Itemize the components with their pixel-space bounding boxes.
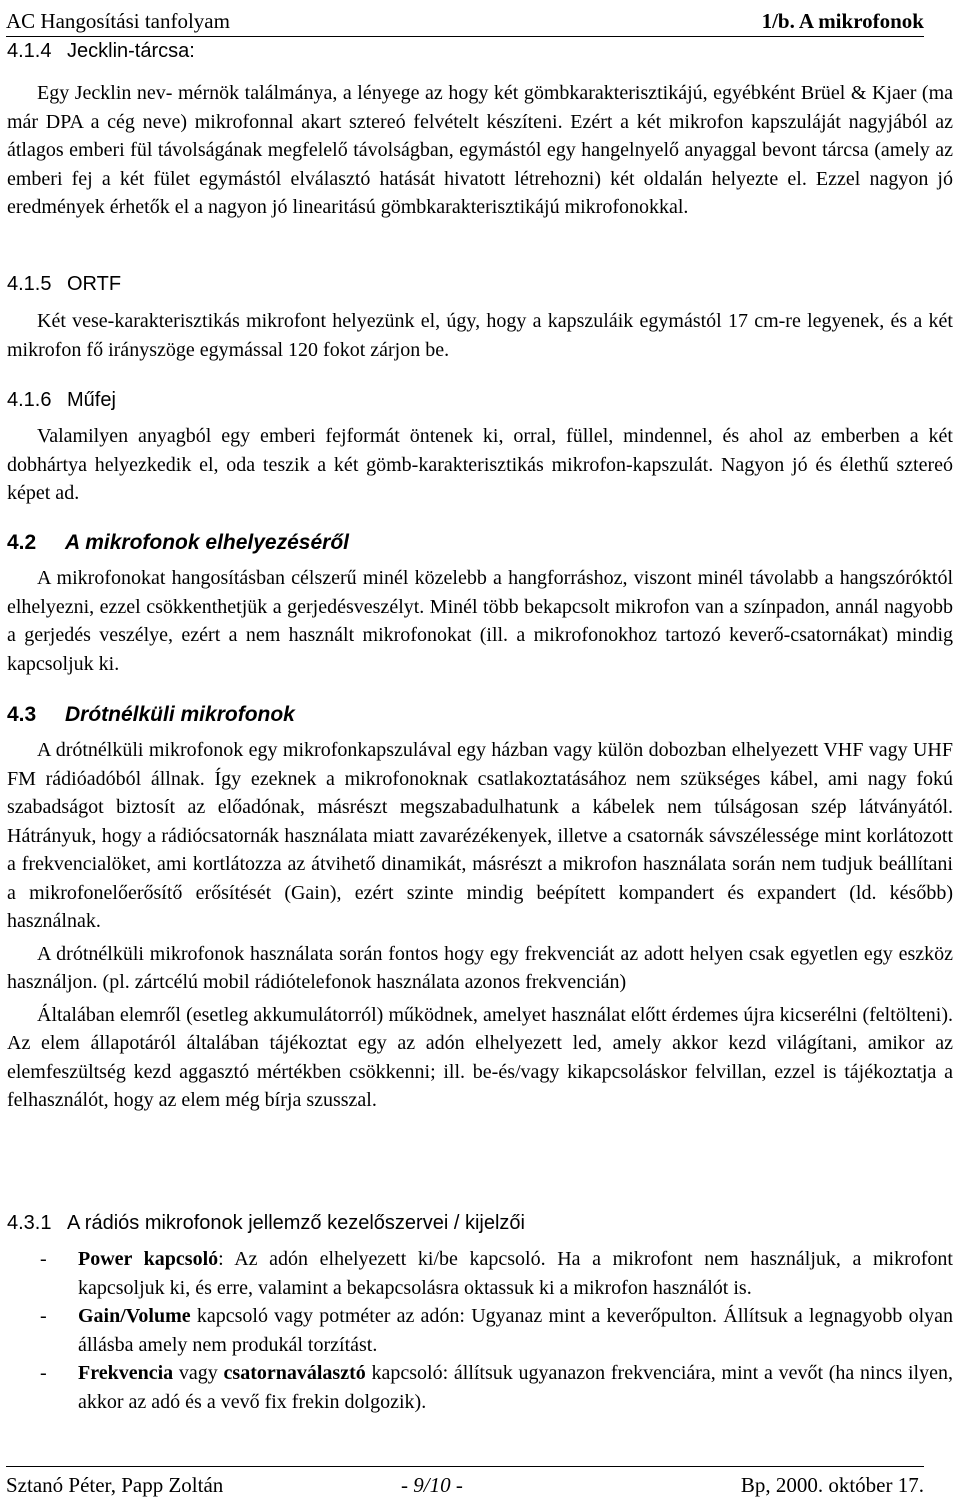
- page-footer: [6, 1466, 924, 1497]
- list-item: [7, 1359, 953, 1416]
- heading-4-1-6: [7, 389, 116, 412]
- description: : Az adón elhelyezett ki/be kapcsoló. Ha a mikrofont nem használjuk, a mikrofont kapcsoljuk ki, és erre, valamint a bekapcsolásra oktassuk ki a mikrofon használót is.: [78, 1248, 953, 1299]
- term: Frekvencia: [78, 1362, 174, 1384]
- heading-text: Drótnélküli mikrofonok: [65, 703, 295, 726]
- term: Gain/Volume: [78, 1305, 191, 1327]
- paragraph: A mikrofonokat hangosításban célszerű minél közelebb a hangforráshoz, viszont minél távolabb a hangszóróktól elhelyezni, ezzel csökkenthetjük a gerjedésveszélyt. Minél több bekapcsolt mikrofon van a színpadon, annál nagyobb a gerjedés veszélye, ezért a nem használt mikrofonokat (ill. a mikrofonokhoz tartozó keverő-csatornákat) mindig kapcsoljuk ki.: [7, 567, 953, 675]
- header-course-title: AC Hangosítási tanfolyam: [6, 9, 230, 33]
- term: csatornaválasztó: [223, 1362, 366, 1384]
- section-4-1-4-body: [7, 79, 953, 222]
- heading-4-2: [7, 531, 349, 555]
- list-dash: -: [40, 1305, 47, 1327]
- heading-number: 4.3.1: [7, 1212, 52, 1234]
- page-header: [6, 6, 924, 37]
- paragraph: Egy Jecklin nev- mérnök találmánya, a lényege az hogy két gömbkarakterisztikájú, egyébként Brüel & Kjaer (ma már DPA a cég neve) mikrofonnal akart sztereó felvételt készíteni. Ezért a két mikrofon kapszuláját nagyjából az átlagos emberi fül távolságának megfelelő távolságban, egymástól egy hangelnyelő anyaggal bevont tárcsa (amely az emberi fej a két fület egymástól elválasztó hatását hivatott létrehozni) két oldalán helyezte el. Ezzel nagyon jó eredmények érhetők el a nagyon jó linearitású gömbkarakterisztikájú mikrofonokkal.: [7, 82, 953, 218]
- controls-list: [7, 1245, 953, 1416]
- paragraph: Általában elemről (esetleg akkumulátorról) működnek, amelyet használat előtt érdemes újra kicserélni (feltölteni). Az elem állapotáról általában tájékoztat egy az adón elhelyezett led, amely akkor kezd világítani, amikor az elemfeszültség kezd aggasztó mértékben csökkenni; ill. be-és/vagy kikapcsoláskor felvillan, ezzel is tájékoztatja a felhasználót, hogy az elem még bírja szusszal.: [7, 1003, 953, 1111]
- section-4-1-5-body: [7, 307, 953, 364]
- heading-number: 4.1.6: [7, 389, 52, 411]
- heading-4-3-1: [7, 1212, 525, 1235]
- connector: vagy: [173, 1362, 224, 1384]
- section-4-1-6-body: [7, 422, 953, 508]
- list-item: [7, 1302, 953, 1359]
- list-dash: -: [40, 1362, 47, 1384]
- heading-number: 4.1.5: [7, 273, 52, 295]
- list-item: [7, 1245, 953, 1302]
- paragraph: A drótnélküli mikrofonok használata során fontos hogy egy frekvenciát az adott helyen csak egyetlen egy eszköz használjon. (pl. zártcélú mobil rádiótelefonok használata azonos frekvencián): [7, 942, 953, 993]
- heading-4-1-4: [7, 40, 195, 63]
- paragraph: A drótnélküli mikrofonok egy mikrofonkapszulával egy házban vagy külön dobozban elhelyezett VHF vagy UHF FM rádióadóból állnak. Így ezeknek a mikrofonoknak csatlakoztatásához nem szükséges kábel, ami nagy fokú szabadságot biztosít az előadónak, másrészt megszabadulhatunk a kábelek nem túlságosan szép látványától. Hátrányuk, hogy a rádiócsatornák használata miatt zavarézékenyek, illetve a csatornák sávszélessége mint korlátozott a frekvencialöket, ami kortlátozza az átvihető dinamikát, másrészt a mikrofon használata során nem tudjuk beállítani a mikrofonelőerősítő erősítését (Gain), ezért szinte mindig beépített kompandert és expandert (ld. később) használnak.: [7, 739, 953, 932]
- heading-text: A mikrofonok elhelyezéséről: [65, 531, 349, 554]
- heading-text: Műfej: [67, 389, 116, 411]
- heading-text: ORTF: [67, 273, 122, 295]
- heading-number: 4.3: [7, 703, 37, 726]
- footer-authors: Sztanó Péter, Papp Zoltán: [6, 1473, 224, 1497]
- section-4-2-body: [7, 564, 953, 678]
- description: kapcsoló vagy potméter az adón: Ugyanaz mint a keverőpulton. Állítsuk a legnagyobb olyan állásba amely nem produkál torzítást.: [78, 1305, 953, 1356]
- list-dash: -: [40, 1248, 47, 1270]
- heading-text: Jecklin-tárcsa:: [67, 40, 195, 62]
- footer-page-number: - 9/10 -: [401, 1473, 463, 1497]
- term: Power kapcsoló: [78, 1248, 219, 1270]
- paragraph: Két vese-karakterisztikás mikrofont helyezünk el, úgy, hogy a kapszuláik egymástól 17 cm-re legyenek, és a két mikrofon fő irányszöge egymással 120 fokot zárjon be.: [7, 310, 953, 361]
- paragraph: Valamilyen anyagból egy emberi fejformát öntenek ki, orral, füllel, mindennel, és ahol az emberben a két dobhártya helyezkedik el, oda teszik a két gömb-karakterisztikás mikrofon-kapszulát. Nagyon jó és élethű sztereó képet ad.: [7, 425, 953, 504]
- header-chapter-title: 1/b. A mikrofonok: [761, 9, 924, 33]
- description: kapcsoló: állítsuk ugyanazon frekvenciára, mint a vevőt (ha nincs ilyen, akkor az adó és a vevő fix frekin dolgozik).: [78, 1362, 953, 1413]
- heading-number: 4.1.4: [7, 40, 52, 62]
- heading-4-1-5: [7, 273, 121, 296]
- heading-number: 4.2: [7, 531, 37, 554]
- heading-text: A rádiós mikrofonok jellemző kezelőszervei / kijelzői: [67, 1212, 525, 1234]
- footer-date: Bp, 2000. október 17.: [740, 1473, 924, 1497]
- heading-4-3: [7, 703, 295, 727]
- section-4-3-body: [7, 736, 953, 1115]
